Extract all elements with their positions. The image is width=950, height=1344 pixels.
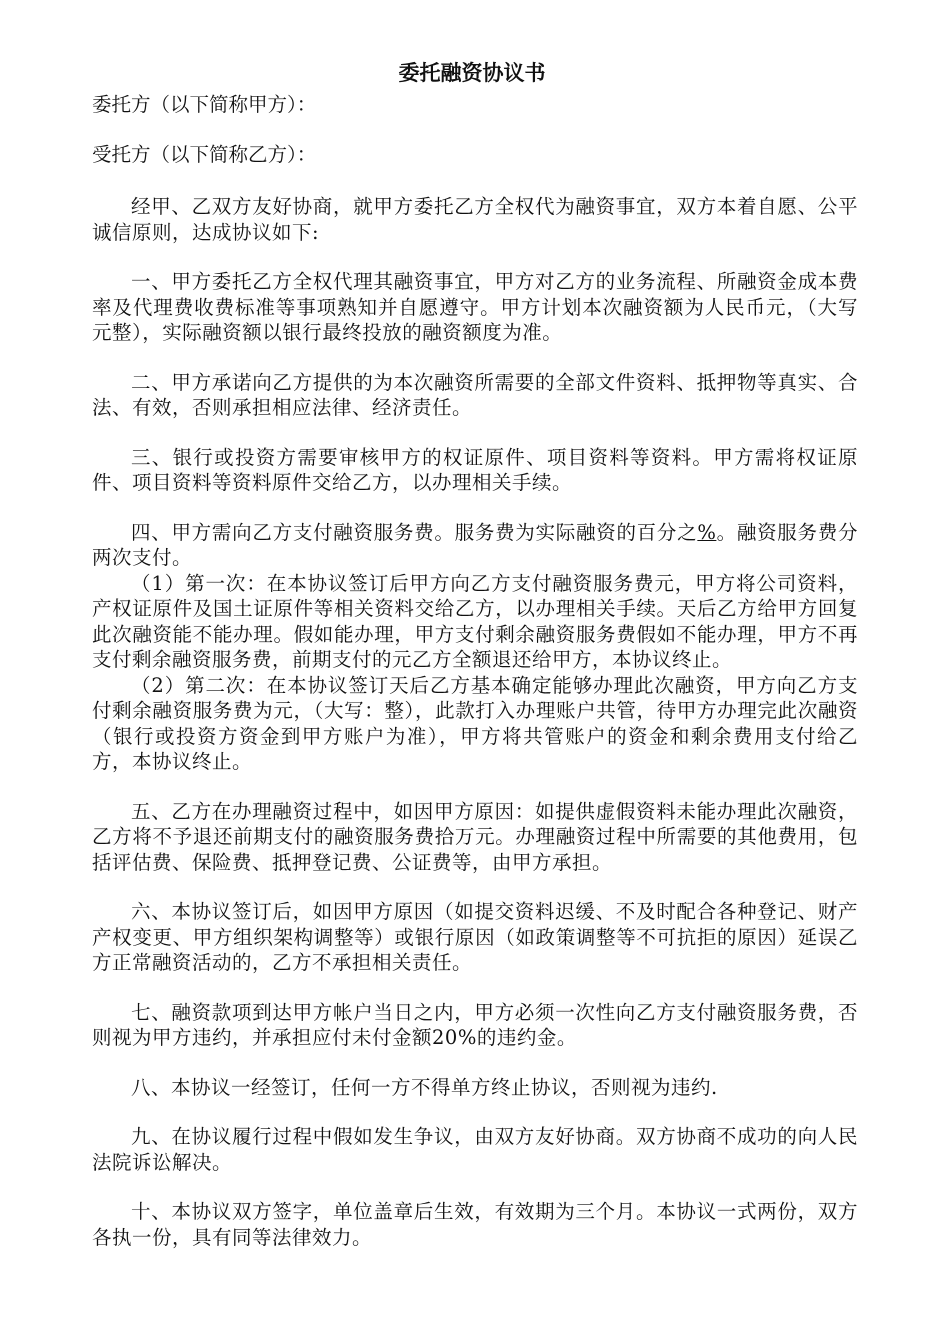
clause-10: 十、本协议双方签字，单位盖章后生效，有效期为三个月。本协议一式两份，双方各执一份，具有同等法律效力。: [92, 1200, 858, 1249]
clause-4-sub-1: （1）第一次：在本协议签订后甲方向乙方支付融资服务费元，甲方将公司资料，产权证原件及国土证原件等相关资料交给乙方，以办理相关手续。天后乙方给甲方回复此次融资能不能办理。假如能办理，甲方支付剩余融资服务费假如不能办理，甲方不再支付剩余融资服务费，前期支付的元乙方全额退还给甲方，本协议终止。: [92, 571, 858, 671]
document-page: [92, 58, 858, 1250]
clause-7: 七、融资款项到达甲方帐户当日之内，甲方必须一次性向乙方支付融资服务费，否则视为甲方违约，并承担应付未付金额20%的违约金。: [92, 1000, 858, 1049]
clause-4-percent-blank: %: [697, 520, 717, 544]
clause-5: 五、乙方在办理融资过程中，如因甲方原因：如提供虚假资料未能办理此次融资，乙方将不予退还前期支付的融资服务费拾万元。办理融资过程中所需要的其他费用，包括评估费、保险费、抵押登记费、公证费等，由甲方承担。: [92, 799, 858, 874]
clause-2: 二、甲方承诺向乙方提供的为本次融资所需要的全部文件资料、抵押物等真实、合法、有效，否则承担相应法律、经济责任。: [92, 370, 858, 419]
clause-4-sub-2: （2）第二次：在本协议签订天后乙方基本确定能够办理此次融资，甲方向乙方支付剩余融资服务费为元，（大写：整），此款打入办理账户共管，待甲方办理完此次融资（银行或投资方资金到甲方账户为准），甲方将共管账户的资金和剩余费用支付给乙方，本协议终止。: [92, 673, 858, 773]
party-a-line: 委托方（以下简称甲方）：: [92, 93, 317, 116]
clause-4-text-pre: 四、甲方需向乙方支付融资服务费。服务费为实际融资的百分之: [131, 520, 698, 544]
document-title: 委托融资协议书: [398, 60, 546, 85]
clause-6: 六、本协议签订后，如因甲方原因（如提交资料迟缓、不及时配合各种登记、财产产权变更、甲方组织架构调整等）或银行原因（如政策调整等不可抗拒的原因）延误乙方正常融资活动的，乙方不承担相关责任。: [92, 900, 858, 974]
clause-4: [92, 520, 858, 571]
clause-8: 八、本协议一经签订，任何一方不得单方终止协议，否则视为违约.: [131, 1075, 718, 1099]
clause-9: 九、在协议履行过程中假如发生争议，由双方友好协商。双方协商不成功的向人民法院诉讼解决。: [92, 1125, 858, 1174]
intro-paragraph: 经甲、乙双方友好协商，就甲方委托乙方全权代为融资事宜，双方本着自愿、公平诚信原则，达成协议如下:: [92, 195, 858, 244]
party-b-line: 受托方（以下简称乙方）：: [92, 143, 317, 166]
clause-3: 三、银行或投资方需要审核甲方的权证原件、项目资料等资料。甲方需将权证原件、项目资料等资料原件交给乙方，以办理相关手续。: [92, 445, 858, 494]
clause-4-text-post: 。融资服务费分两次支付。: [92, 520, 858, 569]
clause-1: 一、甲方委托乙方全权代理其融资事宜，甲方对乙方的业务流程、所融资金成本费率及代理费收费标准等事项熟知并自愿遵守。甲方计划本次融资额为人民币元，（大写元整），实际融资额以银行最终投放的融资额度为准。: [92, 270, 858, 344]
